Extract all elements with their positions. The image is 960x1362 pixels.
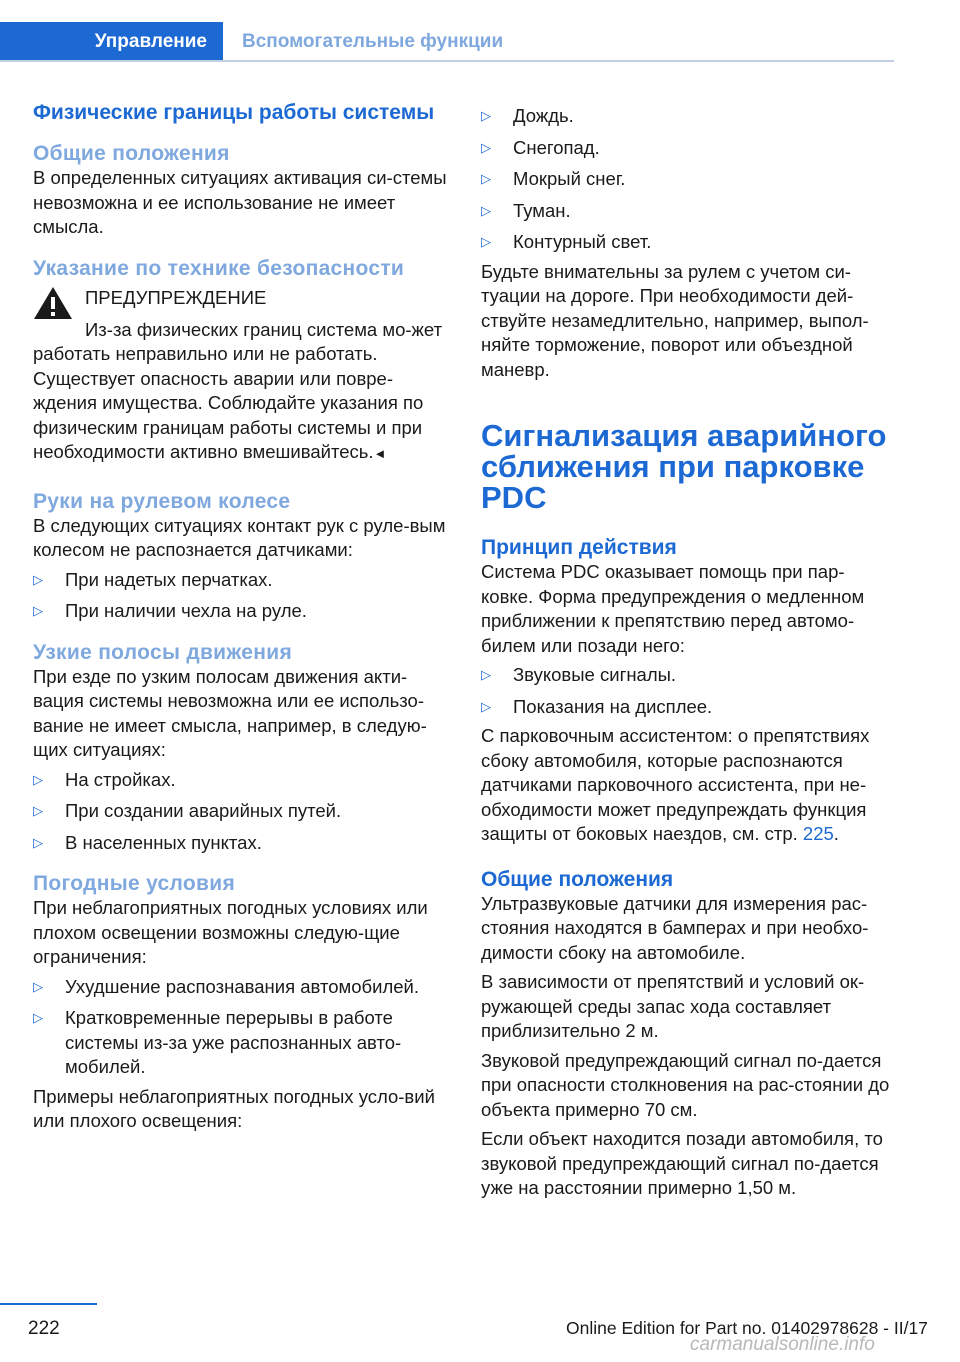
tab-controls-label: Управление	[94, 31, 207, 52]
hands-text: В следующих ситуациях контакт рук с руле-вым колесом не распознается датчиками:	[33, 514, 446, 560]
warning-block	[33, 284, 451, 467]
heading-physical-limits: Физические границы работы системы	[33, 101, 435, 124]
bullet-icon: ▷	[481, 171, 491, 186]
warning-triangle-icon	[33, 286, 73, 320]
assistant-text-end: .	[833, 823, 839, 844]
list-item-text: На стройках.	[65, 768, 176, 790]
weather-examples-text: Примеры неблагоприятных погодных усло-вий или плохого освещения:	[33, 1085, 435, 1131]
header-divider	[0, 60, 894, 62]
list-item-text: Показания на дисплее.	[513, 695, 713, 717]
tab-auxiliary-functions[interactable]	[242, 22, 503, 62]
list-item	[33, 1006, 451, 1080]
list-item	[481, 136, 896, 161]
warning-title: ПРЕДУПРЕЖДЕНИЕ	[85, 286, 267, 308]
left-column	[33, 100, 451, 1134]
list-item	[481, 663, 896, 688]
heading-narrow-lanes: Узкие полосы движения	[33, 640, 293, 664]
tab-auxiliary-label: Вспомогательные функции	[242, 31, 504, 52]
bullet-icon: ▷	[33, 834, 43, 850]
hands-list	[33, 568, 451, 624]
edition-info: Online Edition for Part no. 01402978628 - II/17	[566, 1318, 928, 1338]
bullet-icon: ▷	[481, 108, 491, 123]
list-item-text: Мокрый снег.	[513, 168, 626, 189]
bullet-icon: ▷	[33, 603, 43, 618]
heading-hands-on-wheel: Руки на рулевом колесе	[33, 489, 291, 513]
list-item	[33, 799, 451, 824]
list-item	[33, 768, 451, 793]
attention-text: Будьте внимательны за рулем с учетом си-туации на дороге. При необходимости дей-ствуйте незамедлительно, например, выпол-няйте торможение, поворот или объездной маневр.	[481, 260, 869, 380]
list-item-text: Кратковременные перерывы в работе системы из-за уже распознанных авто-мобилей.	[65, 1007, 402, 1077]
general-text-2: В зависимости от препятствий и условий ок-ружающей среды запас хода составляет приблизительно 2 м.	[481, 971, 865, 1041]
principle-text: Система PDC оказывает помощь при пар-ковке. Форма предупреждения о медленном приближении к препятствию перед автомо-билем или позади него:	[481, 561, 865, 656]
list-item	[481, 199, 896, 224]
list-item-text: При наличии чехла на руле.	[65, 600, 307, 621]
assistant-text	[481, 724, 896, 847]
bullet-icon: ▷	[33, 1010, 43, 1025]
page-link[interactable]: 225	[802, 823, 834, 844]
warning-text-body: Из-за физических границ система мо-жет работать неправильно или не работать. Существует опасность аварии или повре-ждения имущества. Соблюдайте указания по физическим границам работы системы и при необходимости активно вмешивайтесь.	[33, 318, 443, 462]
general-text-3: Звуковой предупреждающий сигнал по-дается при опасности столкновения на рас-стоянии до объекта примерно 70 см.	[481, 1049, 890, 1120]
heading-general: Общие положения	[33, 142, 230, 165]
list-item-text: Ухудшение распознавания автомобилей.	[65, 975, 420, 997]
general-text-1: Ультразвуковые датчики для измерения рас-стояния находятся в бамперах и при необхо-димости сбоку на автомобиле.	[481, 892, 869, 963]
list-item	[33, 568, 451, 593]
list-item	[481, 695, 896, 720]
bullet-icon: ▷	[481, 698, 491, 714]
list-item-text: Контурный свет.	[513, 231, 652, 252]
heading-weather: Погодные условия	[33, 872, 236, 895]
bullet-icon: ▷	[33, 978, 43, 994]
bullet-icon: ▷	[33, 571, 43, 587]
tab-controls[interactable]	[0, 22, 223, 62]
list-item-text: Снегопад.	[513, 136, 600, 158]
list-item	[33, 975, 451, 1000]
weather-text: При неблагоприятных погодных условиях или плохом освещении возможны следую-щие ограничения:	[33, 897, 428, 967]
list-item	[481, 104, 896, 129]
heading-pdc: Сигнализация аварийного сближения при парковке PDC	[481, 418, 887, 515]
footer-divider	[0, 1303, 97, 1305]
heading-principle: Принцип действия	[481, 536, 677, 559]
bullet-icon: ▷	[33, 803, 43, 818]
list-item	[33, 599, 451, 624]
heading-safety: Указание по технике безопасности	[33, 256, 405, 280]
bullet-icon: ▷	[481, 667, 491, 682]
bullet-icon: ▷	[481, 234, 491, 249]
list-item	[481, 167, 896, 192]
assistant-text-body: С парковочным ассистентом: о препятствиях сбоку автомобиля, которые распознаются датчиками парковочного ассистента, при не-обходимости может предупреждать функция защиты от боковых наездов, см. стр.	[481, 725, 870, 844]
page-header	[0, 0, 960, 64]
end-mark: ◄	[373, 446, 387, 461]
list-item-text: Звуковые сигналы.	[513, 664, 677, 685]
weather-list	[33, 975, 451, 1080]
narrow-text: При езде по узким полосам движения акти-вация системы невозможна или ее использо-вание не имеет смысла, например, в следую-щих ситуациях:	[33, 665, 427, 760]
list-item-text: Туман.	[513, 199, 571, 221]
weather-conditions-list	[481, 104, 896, 255]
list-item-text: В населенных пунктах.	[65, 831, 262, 853]
principle-list	[481, 663, 896, 719]
right-column	[481, 100, 896, 1201]
general-text: В определенных ситуациях активация си-стемы невозможна и ее использование не имеет смысла.	[33, 167, 447, 237]
general-text-4: Если объект находится позади автомобиля, то звуковой предупреждающий сигнал по-дается уже на расстоянии примерно 1,50 м.	[481, 1128, 883, 1198]
bullet-icon: ▷	[33, 771, 43, 787]
list-item-text: При создании аварийных путей.	[65, 800, 342, 821]
watermark: carmanualsonline.info	[690, 1334, 875, 1355]
bullet-icon: ▷	[481, 202, 491, 218]
list-item-text: При надетых перчатках.	[65, 568, 273, 590]
page-number: 222	[28, 1318, 60, 1339]
warning-text	[33, 318, 451, 467]
list-item	[481, 230, 896, 255]
narrow-list	[33, 768, 451, 856]
list-item-text: Дождь.	[513, 105, 574, 126]
list-item	[33, 831, 451, 856]
heading-general-pdc: Общие положения	[481, 867, 674, 891]
bullet-icon: ▷	[481, 139, 491, 155]
